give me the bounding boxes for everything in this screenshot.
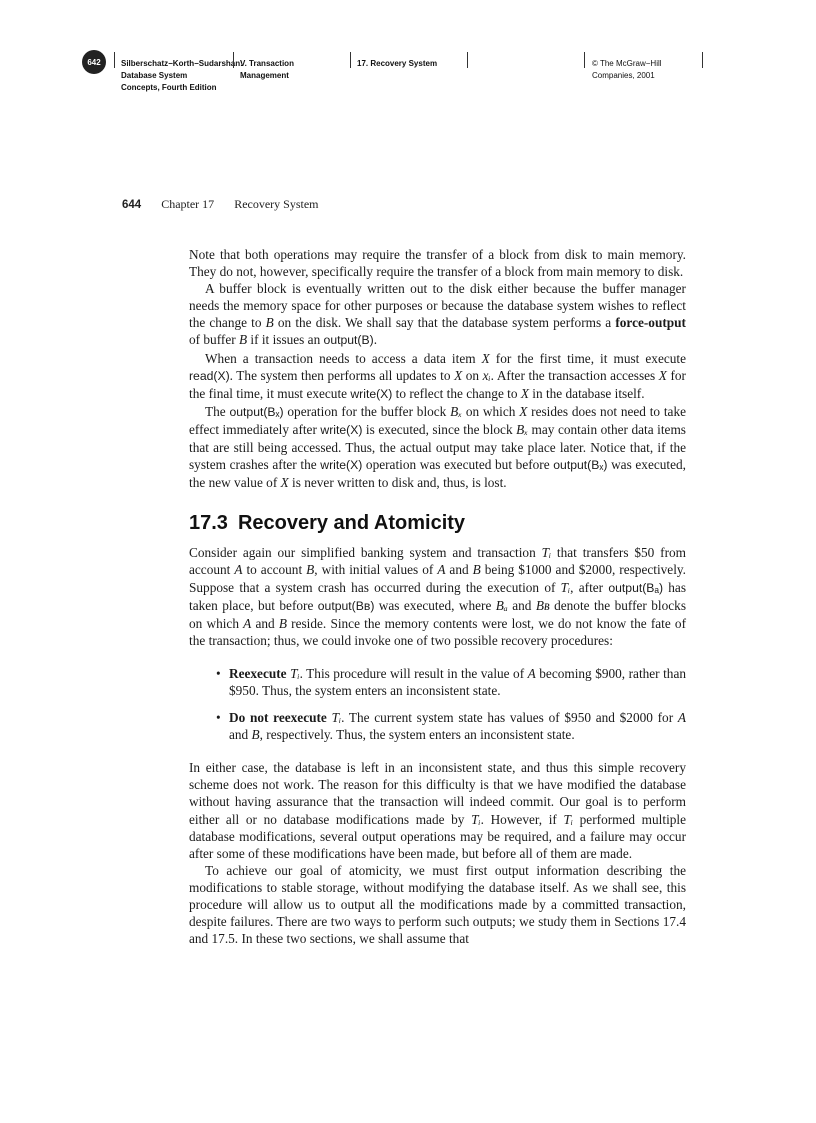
paragraph: When a transaction needs to access a data item X for the first time, it must execute read(X). The system then performs all updates to X on xᵢ. After the transaction accesses X for the final time, it must execute write(X) to reflect the change to X in the database itself. — [189, 350, 686, 401]
paragraph: A buffer block is eventually written out to the disk either because the buffer manager needs the memory space for other purposes or because the database system wishes to reflect the change to B on the disk. We shall say that the database system performs a force-output of buffer B if it issues an output(B). — [189, 281, 686, 348]
header-copyright: © The McGraw−Hill Companies, 2001 — [592, 59, 662, 80]
header-part: V. Transaction Management — [240, 59, 294, 80]
header-divider — [233, 52, 234, 68]
header-chapter: 17. Recovery System — [357, 59, 438, 68]
header-authors: Silberschatz−Korth−Sudarshan: Database System Concepts, Fourth Edition — [121, 59, 243, 92]
paragraph: The output(Bₓ) operation for the buffer block Bₓ on which X resides does not need to take effect immediately after write(X) is executed, since the block Bₓ may contain other data items that are still being accessed. Thus, the actual output may take place later. Notice that, if the system crashes after the write(X) operation was executed but before output(Bₓ) was executed, the new value of X is never written to disk and, thus, is lost. — [189, 403, 687, 491]
list-item: • Reexecute Tᵢ. This procedure will result in the value of A becoming $900, rather than $950. Thus, the system enters an inconsistent state. — [229, 665, 686, 699]
header-divider — [701, 52, 703, 68]
body-text — [189, 246, 686, 947]
chapter-label: Chapter 17 — [161, 197, 215, 211]
paragraph: Consider again our simplified banking system and transaction Tᵢ that transfers $50 from account A to account B, with initial values of A and B being $1000 and $2000, respectively. Suppose that a system crash has occurred during the execution of Tᵢ, after output(Bₐ) has taken place, but before output(Bʙ) was executed, where Bₐ and Bʙ denote the buffer blocks on which A and B reside. Since the memory contents were lost, we do not know the fate of the transaction; thus, we could invoke one of two possible recovery procedures: — [189, 545, 686, 648]
paragraph: In either case, the database is left in an inconsistent state, and thus this simple recovery scheme does not work. The reason for this difficulty is that we have modified the database without having assurance that the transaction will indeed commit. Our goal is to perform either all or no database modifications made by Tᵢ. However, if Tᵢ performed multiple database modifications, several output operations may be required, and a failure may occur after some of these modifications have been made, but before all of them are made. — [189, 760, 687, 861]
page-badge: 642 — [82, 50, 106, 74]
header-divider — [350, 52, 351, 68]
section-number: 17.3 — [189, 512, 228, 535]
bullet-list — [189, 665, 686, 743]
running-head — [122, 197, 319, 212]
header-divider — [584, 52, 585, 68]
term-force-output: force-output — [615, 315, 686, 331]
page-number: 644 — [122, 199, 142, 211]
list-item: • Do not reexecute Tᵢ. The current system state has values of $950 and $2000 for A and B, respectively. Thus, the system enters an inconsistent state. — [229, 709, 686, 743]
chapter-title: Recovery System — [234, 197, 319, 211]
paragraph: Note that both operations may require the transfer of a block from disk to main memory. They do not, however, specifically require the transfer of a block from main memory to disk. — [189, 247, 686, 280]
section-title: Recovery and Atomicity — [237, 512, 466, 535]
header-divider — [114, 52, 115, 68]
paragraph: To achieve our goal of atomicity, we must first output information describing the modifications to stable storage, without modifying the database itself. As we shall see, this procedure will allow us to output all the modifications made by a committed transaction, despite failures. There are two ways to perform such outputs; we study them in Sections 17.4 and 17.5. In these two sections, we shall assume that — [189, 862, 686, 947]
header-divider — [467, 52, 468, 68]
section-heading — [189, 511, 686, 535]
